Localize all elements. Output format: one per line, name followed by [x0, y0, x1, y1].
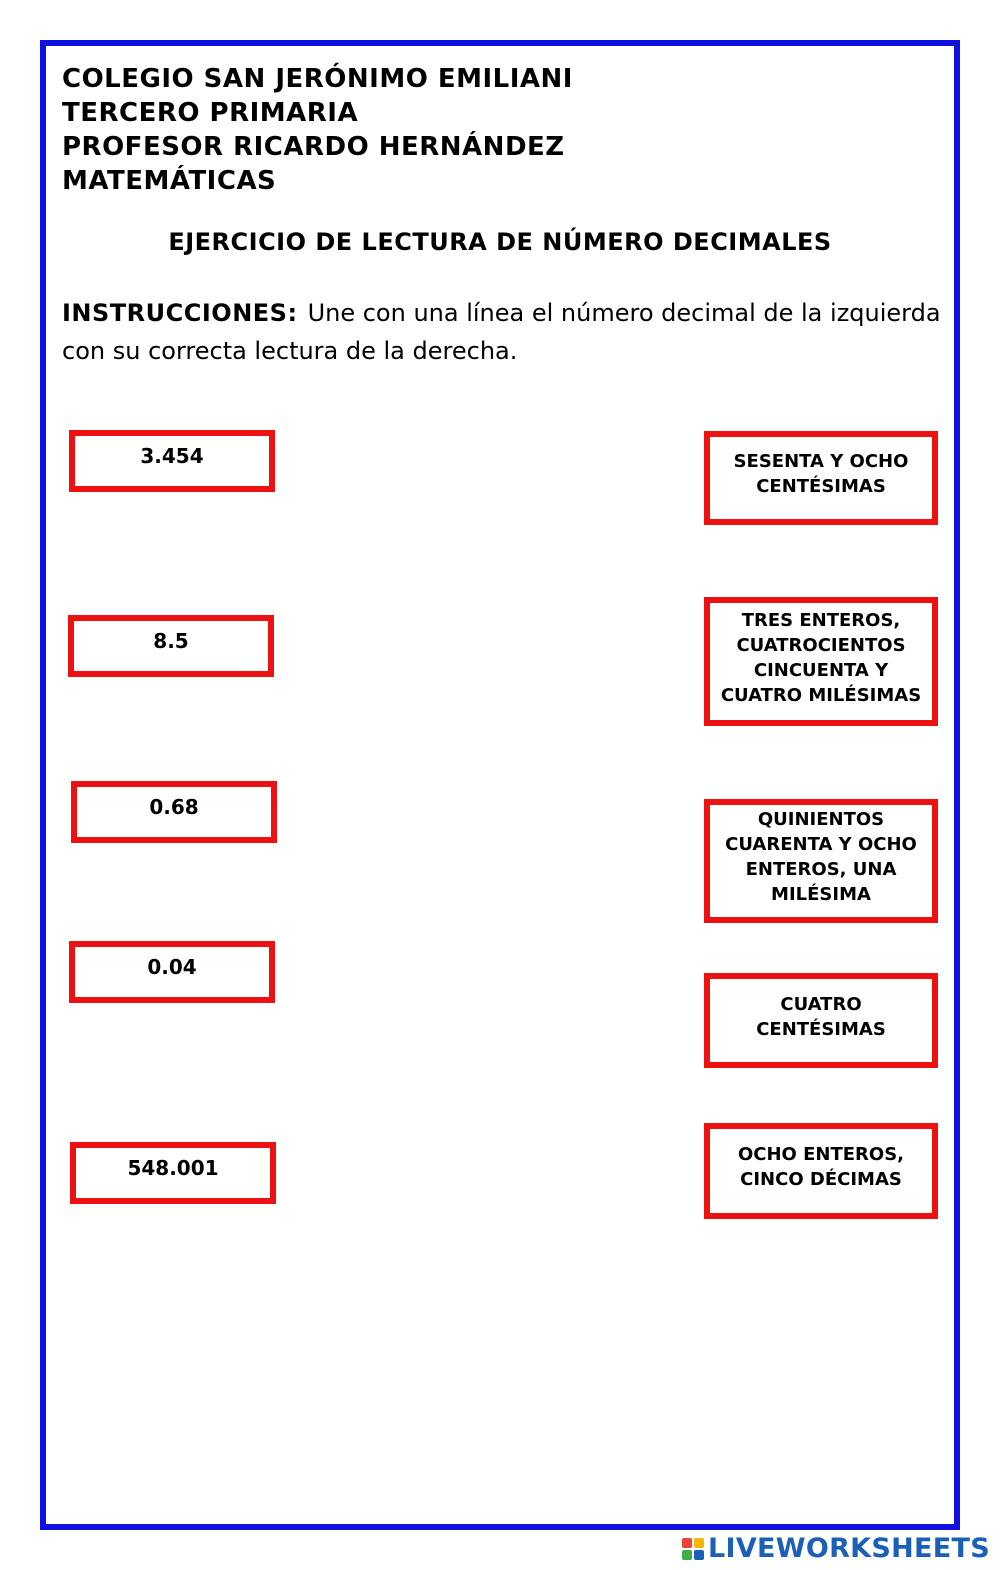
reading-box-4[interactable]: CUATRO CENTÉSIMAS: [704, 973, 938, 1068]
instructions-label: INSTRUCCIONES:: [62, 299, 298, 327]
liveworksheets-logo: [682, 1533, 990, 1564]
reading-box-1[interactable]: SESENTA Y OCHO CENTÉSIMAS: [704, 431, 938, 525]
reading-box-5[interactable]: OCHO ENTEROS, CINCO DÉCIMAS: [704, 1123, 938, 1219]
school-name: COLEGIO SAN JERÓNIMO EMILIANI: [62, 64, 573, 94]
subject: MATEMÁTICAS: [62, 166, 277, 196]
header: [62, 62, 573, 198]
grade: TERCERO PRIMARIA: [62, 98, 359, 128]
liveworksheets-logo-icon: [682, 1538, 704, 1560]
instructions: [62, 294, 942, 370]
number-box-5[interactable]: 548.001: [70, 1142, 276, 1204]
number-box-3[interactable]: 0.68: [71, 781, 277, 843]
teacher: PROFESOR RICARDO HERNÁNDEZ: [62, 132, 565, 162]
exercise-title: EJERCICIO DE LECTURA DE NÚMERO DECIMALES: [168, 228, 832, 256]
reading-box-2[interactable]: TRES ENTEROS, CUATROCIENTOS CINCUENTA Y CUATRO MILÉSIMAS: [704, 597, 938, 726]
reading-box-3[interactable]: QUINIENTOS CUARENTA Y OCHO ENTEROS, UNA MILÉSIMA: [704, 799, 938, 923]
number-box-2[interactable]: 8.5: [68, 615, 274, 677]
liveworksheets-brand: LIVEWORKSHEETS: [707, 1533, 990, 1564]
number-box-4[interactable]: 0.04: [69, 941, 275, 1003]
instructions-text: Une con una línea el número decimal de la izquierda con su correcta lectura de la derecha.: [62, 299, 941, 365]
number-box-1[interactable]: 3.454: [69, 430, 275, 492]
